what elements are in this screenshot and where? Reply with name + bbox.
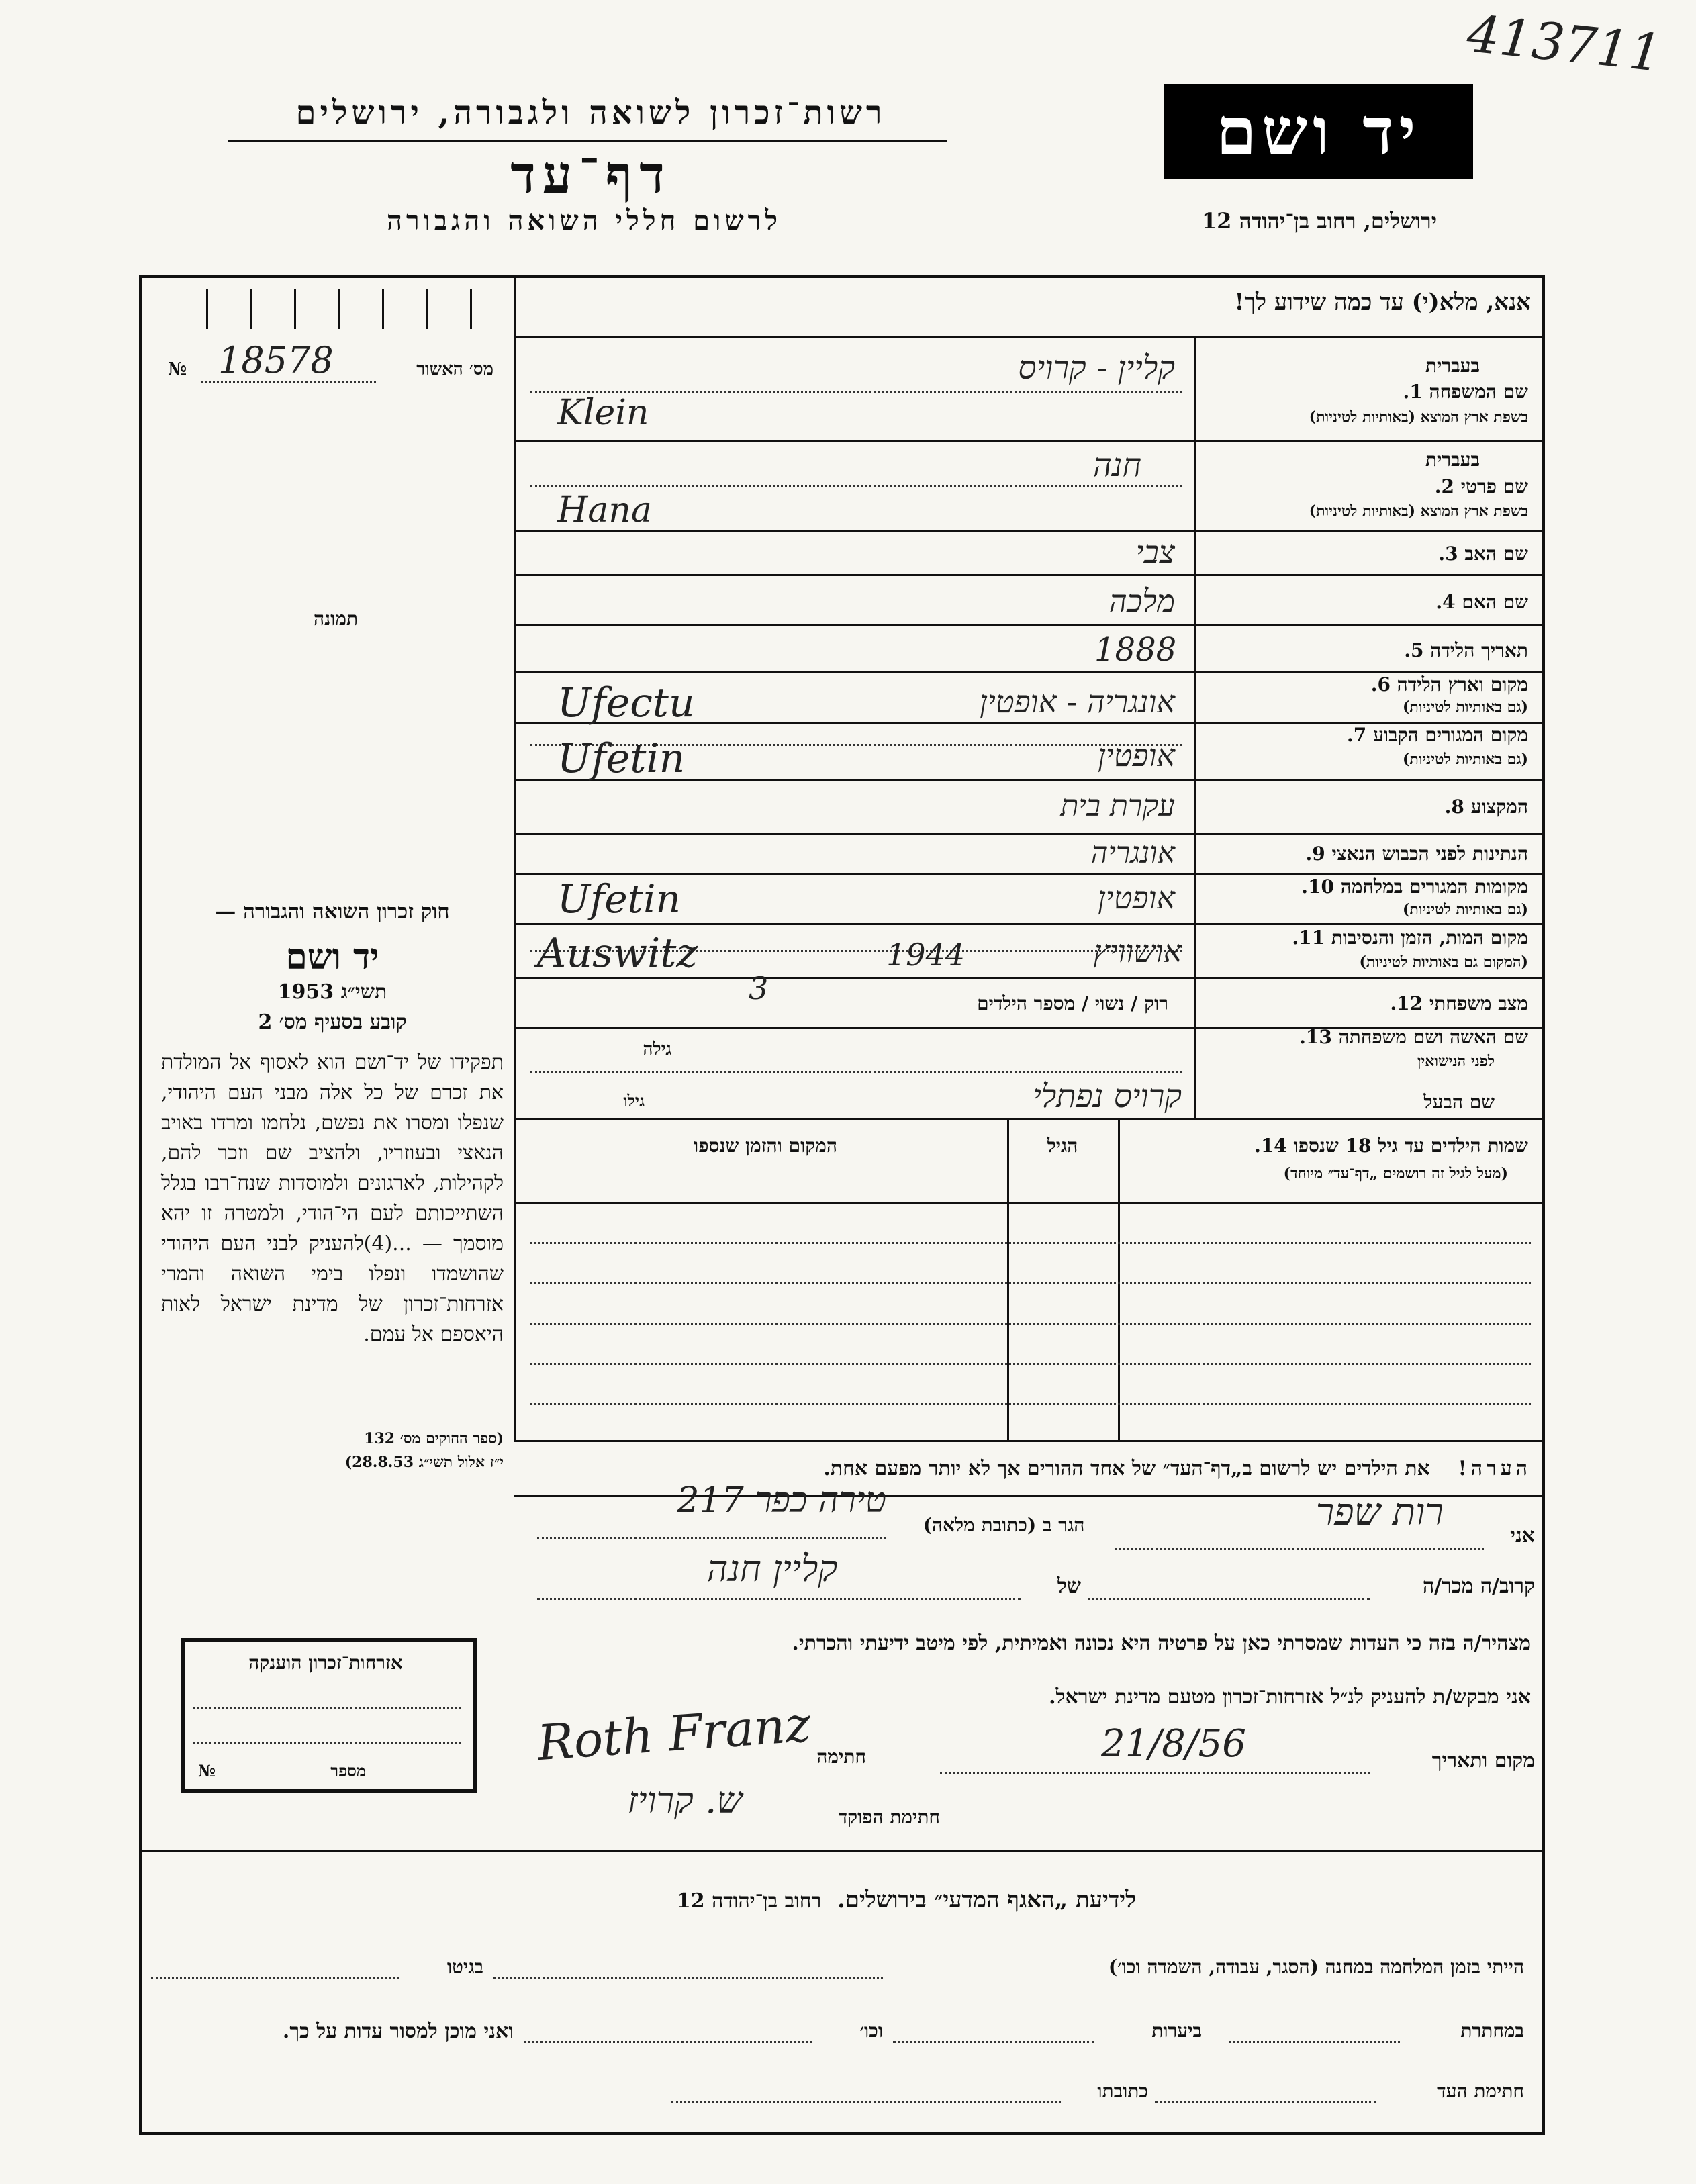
f5-value: 1888	[1094, 631, 1177, 669]
f6-num: 6.	[1370, 673, 1391, 696]
f11-latin-value: Auswitz	[537, 930, 698, 977]
archive-number: 413711	[1464, 3, 1664, 83]
place-date-label: מקום ותאריך	[1431, 1749, 1535, 1772]
f7-sub: (גם באותיות לטיניות)	[1402, 751, 1528, 768]
f3-num: 3.	[1438, 542, 1458, 565]
f11-label: מקום המות, הזמן והנסיבות	[1331, 927, 1528, 949]
citizenship-no-symbol: №	[198, 1761, 216, 1781]
f4-value: מלכה	[1109, 583, 1175, 619]
f2-num: 2.	[1434, 475, 1454, 497]
f10-num: 10.	[1301, 875, 1335, 898]
f14-label: שמות הילדים עד גיל 18 שנספו	[1293, 1135, 1528, 1157]
note-body: את הילדים יש לרשום ב„דף־העד״ של אחד ההורים אך לא יותר מפעם אחת.	[823, 1457, 1430, 1480]
approval-label: מס׳ האשור	[416, 359, 493, 379]
form-title: דף־עד	[510, 144, 671, 205]
authority-line: רשות־זכרון לשואה ולגבורה, ירושלים	[295, 94, 886, 132]
approval-number: 18578	[218, 339, 334, 381]
citizenship-box	[181, 1638, 477, 1793]
note-label: הערה!	[1458, 1457, 1532, 1480]
law-source-2: י״ז אלול תשי״ג 28.8.53)	[344, 1454, 504, 1471]
husband-age-label: גילו	[623, 1091, 645, 1110]
f10-hebrew-value: אופטין	[1097, 880, 1175, 916]
husband-label: שם הבעל	[1423, 1091, 1495, 1113]
hebrew-word-1: בעברית	[1425, 354, 1480, 377]
f2-label: שם פרטי	[1460, 475, 1528, 497]
photo-top-ticks	[164, 289, 514, 329]
f6-sub: (גם באותיות לטיניות)	[1402, 698, 1528, 716]
date-value: 21/8/56	[1101, 1722, 1246, 1766]
citizenship-number-label: מספר	[330, 1761, 366, 1781]
f7-num: 7.	[1347, 724, 1367, 746]
signature-value: Roth Franz	[535, 1695, 812, 1772]
f7-latin-value: Ufetin	[557, 735, 686, 782]
footer-line1-b: בגיטו	[446, 1956, 483, 1978]
f13-num: 13.	[1299, 1026, 1332, 1048]
f9-label: הנתינות לפני הכבוש הנאצי	[1331, 843, 1528, 865]
f9-num: 9.	[1305, 843, 1325, 865]
f2-hebrew-value: חנה	[1092, 446, 1141, 484]
f8-label: המקצוע	[1470, 796, 1528, 818]
f10-label: מקומות המגורים במלחמה	[1340, 875, 1528, 898]
approval-no-symbol: №	[168, 359, 187, 379]
f6-label: מקום וארץ הלידה	[1397, 673, 1528, 696]
f6-latin-value: Ufectu	[557, 679, 695, 726]
f1-hebrew-value: קליין - קרויס	[1018, 349, 1175, 387]
f11-sub: (המקום גם באותיות לטיניות)	[1359, 953, 1528, 971]
f13-label: שם האשה ושם משפחתה	[1338, 1026, 1528, 1048]
f12-options: רוק / נשוי / מספר הילדים	[977, 992, 1168, 1014]
address-value: טירה כפר 217	[677, 1480, 886, 1521]
f14-sub: (מעל לגיל זה רושמים „דף־עד״ מיוחד)	[1283, 1165, 1508, 1182]
f14-col-place: המקום והזמן שנספו	[694, 1135, 837, 1157]
photo-label: תמונה	[313, 608, 359, 630]
law-clause: קובע בסעיף מס׳ 2	[258, 1010, 407, 1034]
f13-sub: לפני הנישואין	[1417, 1053, 1495, 1070]
i-label: אני	[1510, 1524, 1535, 1548]
f1-num: 1.	[1403, 381, 1423, 403]
law-source-1: (ספר החוקים מס׳ 132	[364, 1430, 504, 1447]
note-text	[823, 1457, 1532, 1480]
f1-latin-value: Klein	[557, 393, 649, 433]
law-text: תפקידו של יד־ושם הוא לאסוף אל המולדת את זכרם של כל אלה מבני העם היהודי, שנפלו ומסרו את נפשם, נלחמו ומרדו באויב הנאצי ובעוזריו, ולהציב שם וזכר להם, לקהילות, לארגונים ולמוסדות שנח־רבו בגלל השתייכותם לעם הי־הודי, ולמטרה זו יהא מוסמך — ...(4)להעניק לבני העם היהודי שהושמדו ונפלו בימי השואה והמרי אזרחות־זכרון של מדינת ישראל לאות היאספם אל עמם.	[161, 1051, 504, 1346]
f11-hebrew-value: אושוויץ	[1093, 933, 1182, 969]
f3-value: צבי	[1135, 534, 1175, 570]
officer-value: ש. קרויז	[627, 1779, 743, 1821]
f12-label: מצב משפחתי	[1429, 992, 1528, 1014]
footer-line3-a: חתימת העד	[1437, 2080, 1524, 2102]
logo-text: יד ושם	[1216, 93, 1421, 169]
hebrew-word-2: בעברית	[1425, 448, 1480, 471]
f11-year-value: 1944	[886, 937, 965, 973]
footer-line2-b: ביערות	[1151, 2020, 1202, 2042]
footer-line3-b: כתובתו	[1097, 2080, 1148, 2102]
question-header: אנא, מלא(י) עד כמה שידוע לך!	[1234, 289, 1531, 316]
f5-label: תאריך הלידה	[1430, 639, 1528, 661]
f13-wife-age-label: גילה	[643, 1039, 671, 1059]
f8-num: 8.	[1444, 796, 1464, 818]
f3-label: שם האב	[1464, 542, 1528, 565]
declare-text: מצהיר/ה בזה כי העדות שמסרתי כאן על פרטיה היא נכונה ואמיתית, לפי מיטב ידיעתי והכרתי.	[792, 1631, 1531, 1655]
relation-label: קרוב/ה מכר/ה	[1423, 1574, 1535, 1598]
f13-husband-value: קרויס נפתלי	[1033, 1078, 1182, 1115]
f7-label: מקום המגורים הקבוע	[1373, 724, 1528, 746]
form-subtitle: לרשום חללי השואה והגבורה	[386, 205, 782, 236]
f10-sub: (גם באותיות לטיניות)	[1402, 901, 1528, 918]
citizenship-title: אזרחות־זכרון הוענקה	[248, 1652, 403, 1674]
f9-value: אונגריה	[1090, 836, 1175, 870]
f12-children-value: 3	[749, 970, 769, 1006]
footer-to-address: רחוב בן־יהודה 12	[676, 1889, 822, 1913]
f10-latin-value: Ufetin	[557, 876, 681, 922]
footer-line2-c: וכו׳	[859, 2020, 883, 2042]
law-name: יד ושם	[285, 937, 379, 978]
f6-hebrew-value: אונגריה - אופטין	[980, 683, 1175, 720]
f14-num: 14.	[1254, 1135, 1287, 1157]
f4-label: שם האם	[1462, 591, 1528, 613]
f2-latin-value: Hana	[557, 490, 652, 530]
of-value: קליין חנה	[706, 1548, 838, 1590]
f5-num: 5.	[1404, 639, 1424, 661]
footer-to	[470, 1887, 1343, 1913]
law-year: תשי״ג 1953	[277, 980, 387, 1004]
footer-line2-a: במחתרת	[1460, 2020, 1524, 2042]
f4-num: 4.	[1435, 591, 1456, 613]
of-label: של	[1057, 1574, 1081, 1598]
f2-sub: בשפת ארץ המוצא (באותיות לטיניות)	[1309, 502, 1528, 520]
f14-col-age: הגיל	[1047, 1135, 1078, 1157]
address: ירושלים, רחוב בן־יהודה 12	[1201, 208, 1438, 234]
officer-label: חתימת הפוקד	[838, 1806, 940, 1828]
footer-line1-a: הייתי בזמן המלחמה במחנה (הסגר, עבודה, השמדה וכו׳)	[1108, 1956, 1524, 1978]
f7-hebrew-value: אופטין	[1097, 737, 1175, 773]
footer-line2-d: ואני מוכן למסור עדות על כך.	[282, 2020, 514, 2043]
residing-label: הגר ב (כתובת מלאה)	[923, 1514, 1085, 1536]
law-title: חוק זכרון השואה והגבורה —	[215, 900, 450, 924]
i-value: רות שפר	[1315, 1490, 1444, 1534]
f1-sub: בשפת ארץ המוצא (באותיות לטיניות)	[1309, 408, 1528, 426]
footer-to-label: לידיעת „האגף המדעי״ בירושלים.	[837, 1887, 1137, 1913]
request-text: אני מבקש/ת להעניק לנ״ל אזרחות־זכרון מטעם מדינת ישראל.	[1049, 1685, 1531, 1709]
yad-vashem-logo	[1164, 84, 1473, 179]
f8-value: עקרת בית	[1060, 789, 1175, 823]
f11-num: 11.	[1292, 927, 1325, 949]
signature-label: חתימה	[816, 1746, 866, 1768]
f1-label: שם המשפחה	[1429, 381, 1528, 403]
f12-num: 12.	[1390, 992, 1423, 1014]
